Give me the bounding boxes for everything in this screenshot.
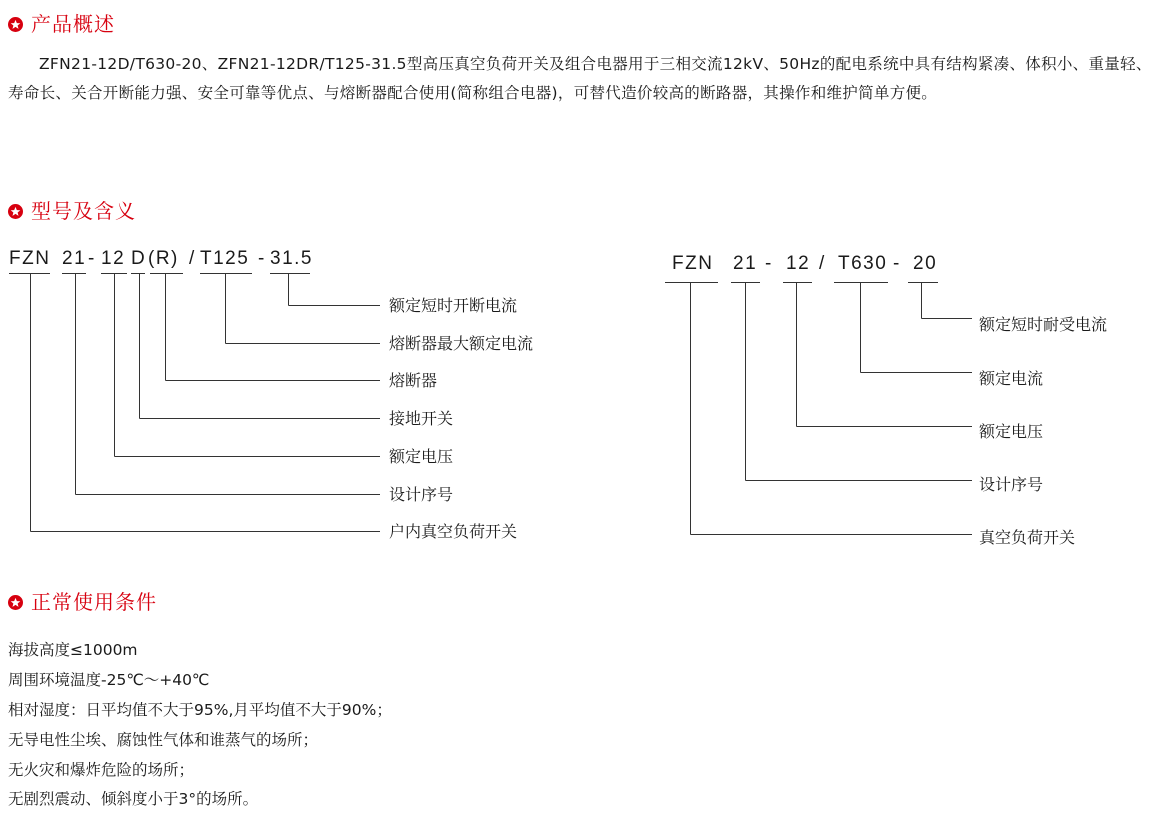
right-label: 额定电压 xyxy=(979,422,1044,441)
condition-item: 无剧烈震动、倾斜度小于3°的场所。 xyxy=(8,790,259,808)
code-segment: 31.5 xyxy=(270,248,313,269)
code-segment: / xyxy=(819,253,826,274)
condition-item: 海拔高度≤1000m xyxy=(8,641,138,659)
overview-title: 产品概述 xyxy=(31,12,115,36)
code-segment: / xyxy=(189,248,196,269)
code-segment: T630 xyxy=(838,253,888,274)
code-segment: 12 xyxy=(786,253,811,274)
left-label: 接地开关 xyxy=(389,409,454,428)
right-diagram-lines xyxy=(665,283,972,535)
code-segment: 21 xyxy=(62,248,87,269)
code-segment: T125 xyxy=(200,248,250,269)
code-segment: - xyxy=(893,253,901,274)
left-label: 额定电压 xyxy=(389,447,454,466)
code-segment: 20 xyxy=(913,253,938,274)
condition-item: 周围环境温度-25℃～+40℃ xyxy=(8,671,210,689)
conditions-title: 正常使用条件 xyxy=(31,590,157,614)
right-label: 额定电流 xyxy=(979,369,1044,388)
conditions-heading xyxy=(8,590,157,614)
code-segment: D xyxy=(131,248,147,269)
code-segment: - xyxy=(258,248,266,269)
overview-paragraph: ZFN21-12D/T630-20、ZFN21-12DR/T125-31.5型高压真空负荷开关及组合电器用于三相交流12kV、50Hz的配电系统中具有结构紧凑、体积小、重量轻、寿命长、关合开断能力强、安全可靠等优点、与熔断器配合使用(简称组合电器)，可替代造价较高的断路器，其操作和维护简单方便。 xyxy=(8,55,1152,102)
code-segment: - xyxy=(88,248,96,269)
code-segment: 12 xyxy=(101,248,126,269)
model-title: 型号及含义 xyxy=(31,199,136,223)
code-segment: FZN xyxy=(9,248,51,269)
code-segment: 21 xyxy=(733,253,758,274)
condition-item: 相对湿度：日平均值不大于95%,月平均值不大于90%； xyxy=(8,701,392,719)
left-label: 熔断器 xyxy=(389,371,438,390)
right-label: 额定短时耐受电流 xyxy=(979,315,1108,334)
left-label: 熔断器最大额定电流 xyxy=(389,334,534,353)
left-diagram-lines xyxy=(9,274,380,532)
condition-item: 无导电性尘埃、腐蚀性气体和谁蒸气的场所； xyxy=(8,731,319,749)
code-segment: (R) xyxy=(148,248,179,269)
right-label: 真空负荷开关 xyxy=(979,528,1076,547)
code-segment: - xyxy=(765,253,773,274)
left-label: 户内真空负荷开关 xyxy=(389,522,518,541)
right-label: 设计序号 xyxy=(979,475,1044,494)
left-label: 设计序号 xyxy=(389,485,454,504)
code-segment: FZN xyxy=(672,253,714,274)
left-label: 额定短时开断电流 xyxy=(389,296,518,315)
condition-item: 无火灾和爆炸危险的场所； xyxy=(8,761,195,779)
star-badge-icon xyxy=(8,595,23,610)
